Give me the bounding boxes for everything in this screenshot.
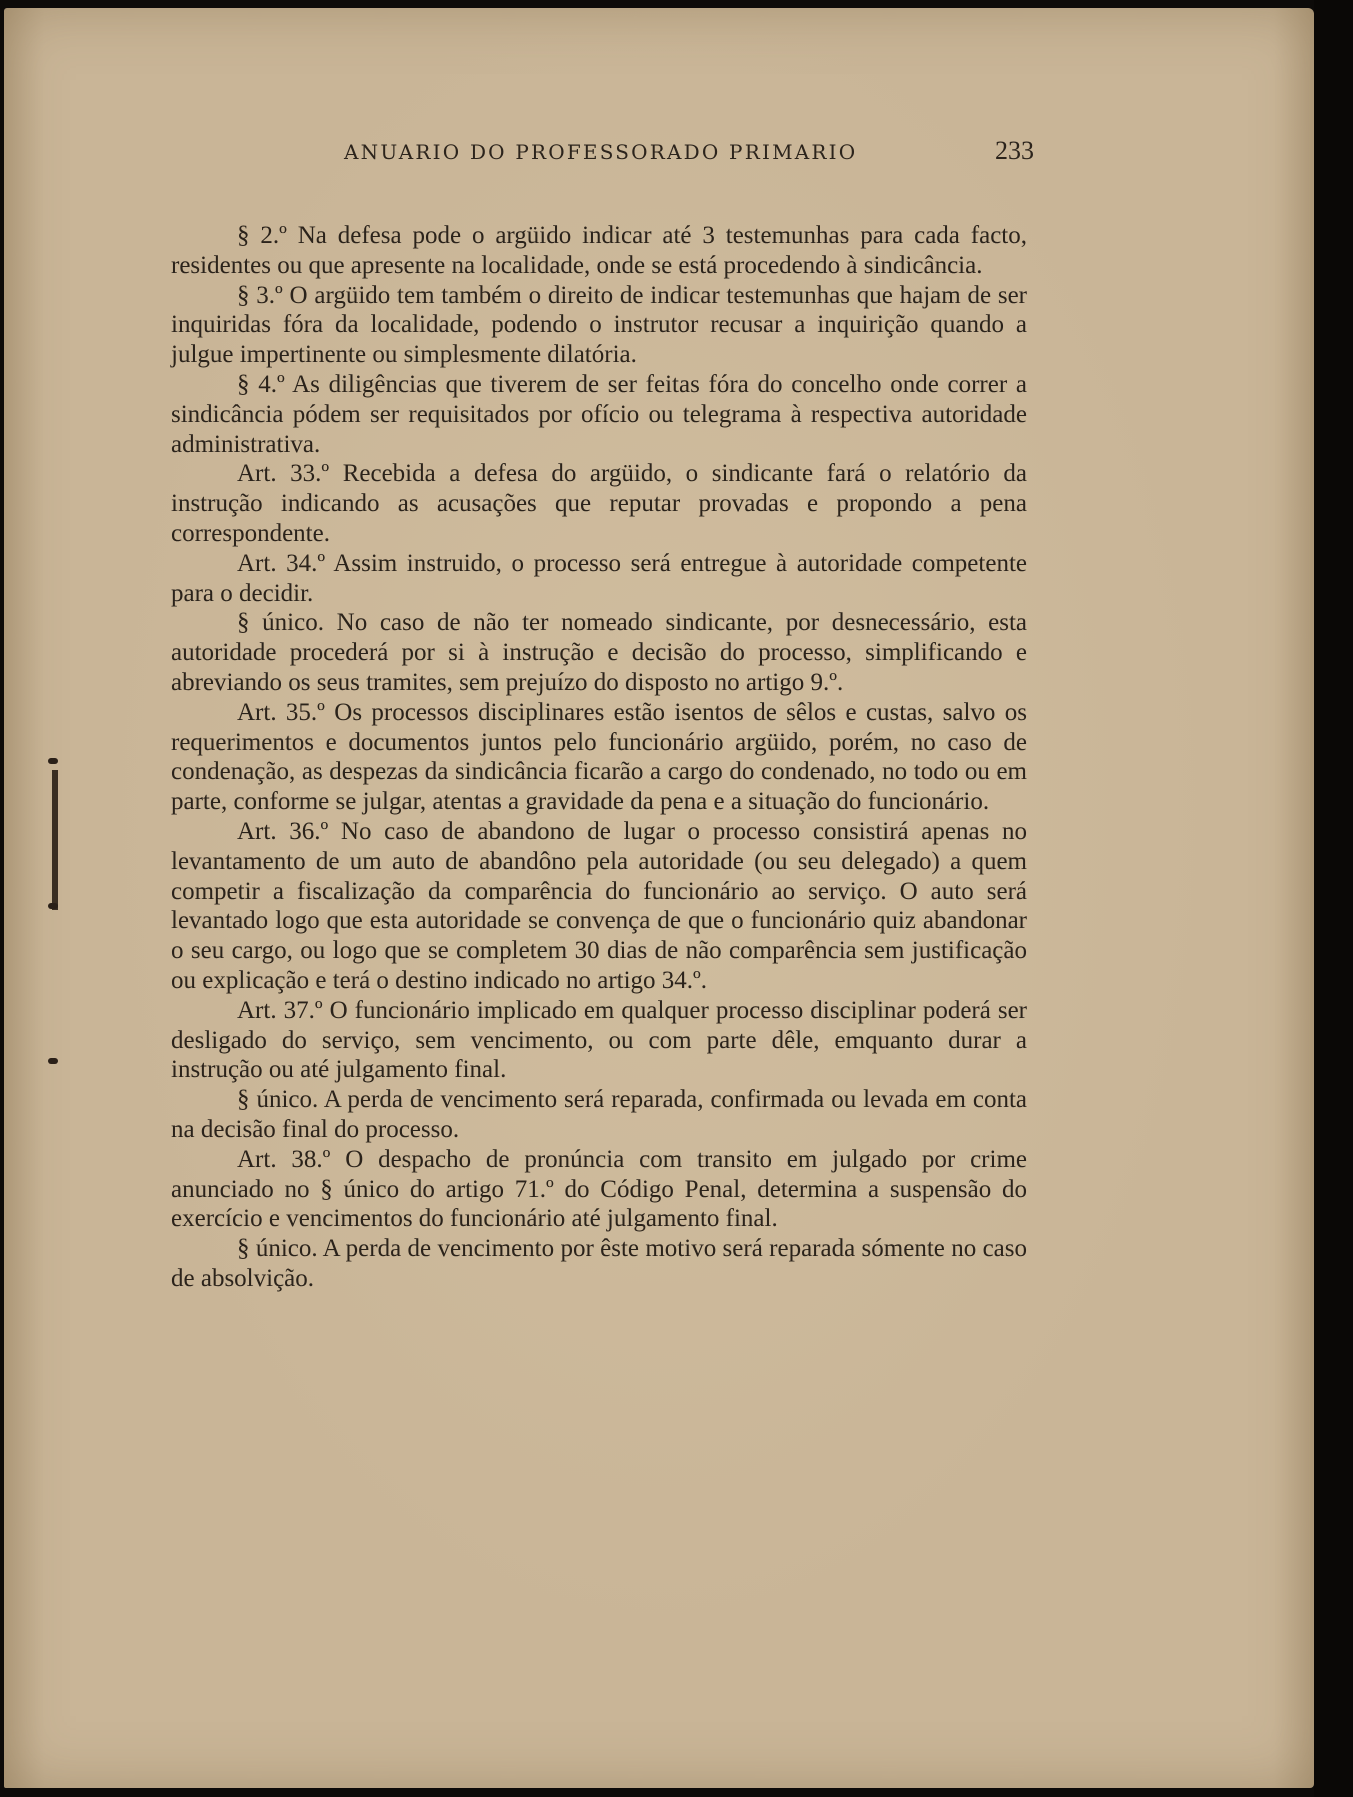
paragraph: § 3.º O argüido tem também o direito de indicar testemunhas que hajam de ser inquiridas fóra da localidade, podendo o instrutor recusar a inquirição quando a julgue impertinente ou simplesmente dilatória. <box>171 281 1027 369</box>
page-header <box>344 136 1034 166</box>
binding-dot <box>48 903 58 909</box>
paragraph: § único. No caso de não ter nomeado sindicante, por desnecessário, esta autoridade procederá por si à instrução e decisão do processo, simplificando e abreviando os seus tramites, sem prejuízo do disposto no artigo 9.º. <box>171 609 1027 696</box>
binding-dot <box>48 1058 58 1064</box>
paragraph: § 2.º Na defesa pode o argüido indicar até 3 testemunhas para cada facto, residentes ou que apresente na localidade, onde se está procedendo à sindicância. <box>171 222 1027 279</box>
paragraph: § único. A perda de vencimento será reparada, confirmada ou levada em conta na decisão final do processo. <box>171 1086 1027 1143</box>
paragraph: Art. 37.º O funcionário implicado em qualquer processo disciplinar poderá ser desligado do serviço, sem vencimento, ou com parte dêle, emquanto durar a instrução ou até julgamento final. <box>171 996 1027 1084</box>
page-number: 233 <box>995 136 1034 165</box>
paragraph: § 4.º As diligências que tiverem de ser feitas fóra do concelho onde correr a sindicância pódem ser requisitados por ofício ou telegrama à respectiva autoridade administrativa. <box>171 370 1027 458</box>
paragraph: Art. 38.º O despacho de pronúncia com transito em julgado por crime anunciado no § único do artigo 71.º do Código Penal, determina a suspensão do exercício e vencimentos do funcionário até julgamento final. <box>171 1145 1027 1233</box>
paragraph: Art. 36.º No caso de abandono de lugar o processo consistirá apenas no levantamento de um auto de abandôno pela autoridade (ou seu delegado) a quem competir a fiscalização da comparência do funcionário ao serviço. O auto será levantado logo que esta autoridade se convença de que o funcionário quiz abandonar o seu cargo, ou logo que se completem 30 dias de não comparência sem justificação ou explicação e terá o destino indicado no artigo 34.º. <box>171 817 1027 994</box>
running-title: ANUARIO DO PROFESSORADO PRIMARIO <box>344 140 858 164</box>
scan-border <box>1314 0 1353 1797</box>
binding-mark <box>52 770 58 910</box>
binding-dot <box>48 758 58 764</box>
paragraph: § único. A perda de vencimento por êste motivo será reparada sómente no caso de absolvição. <box>171 1235 1027 1292</box>
paragraph: Art. 35.º Os processos disciplinares estão isentos de sêlos e custas, salvo os requerimentos e documentos juntos pelo funcionário argüido, porém, no caso de condenação, as despezas da sindicância ficarão a cargo do condenado, no todo ou em parte, conforme se julgar, atentas a gravidade da pena e a situação do funcionário. <box>171 698 1027 816</box>
body-text <box>171 221 1027 1294</box>
document-page <box>4 8 1314 1788</box>
paragraph: Art. 33.º Recebida a defesa do argüido, o sindicante fará o relatório da instrução indicando as acusações que reputar provadas e propondo a pena correspondente. <box>171 460 1027 547</box>
paragraph: Art. 34.º Assim instruido, o processo será entregue à autoridade competente para o decidir. <box>171 549 1027 607</box>
